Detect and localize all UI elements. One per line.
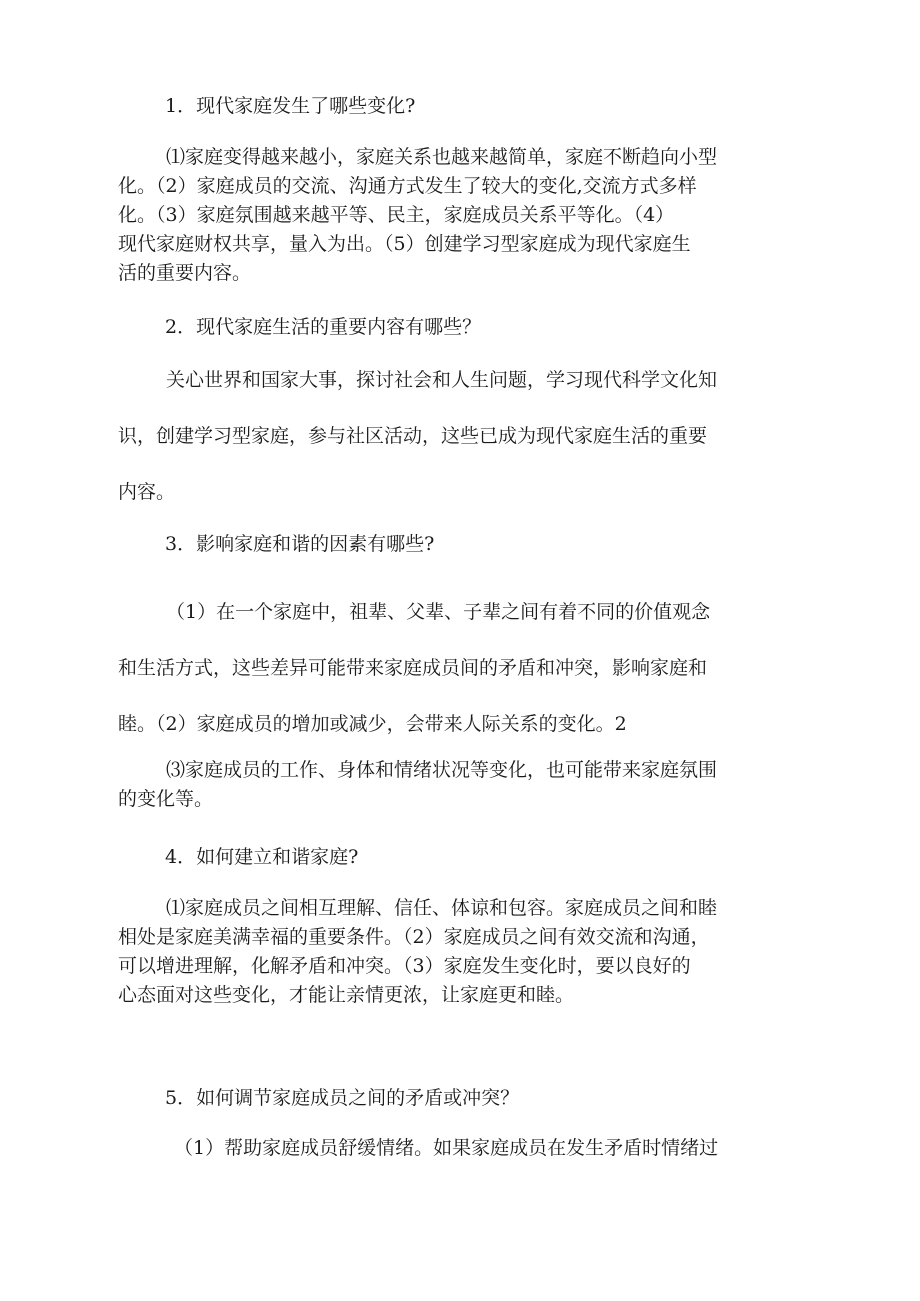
answer-3b [118, 756, 802, 814]
answer-line: （1）帮助家庭成员舒缓情绪。如果家庭成员在发生矛盾时情绪过 [174, 1137, 719, 1159]
answer-line: 心态面对这些变化，才能让亲情更浓，让家庭更和睦。 [118, 984, 575, 1006]
answer-line: 睦。（2）家庭成员的增加或减少，会带来人际关系的变化。2 [118, 713, 627, 735]
answer-line: 和生活方式，这些差异可能带来家庭成员间的矛盾和冲突，影响家庭和 [118, 657, 708, 679]
question-2: 2．现代家庭生活的重要内容有哪些？ [165, 316, 482, 338]
question-3: 3．影响家庭和谐的因素有哪些? [165, 533, 435, 555]
question-4: 4．如何建立和谐家庭? [165, 846, 359, 868]
answer-3 [118, 584, 802, 752]
answer-line: ⑴家庭成员之间相互理解、信任、体谅和包容。家庭成员之间和睦 [166, 897, 718, 919]
answer-line: 关心世界和国家大事，探讨社会和人生问题，学习现代科学文化知 [166, 369, 718, 391]
answer-line: ⑴家庭变得越来越小，家庭关系也越来越简单，家庭不断趋向小型 [166, 146, 718, 168]
answer-line: 可以增进理解，化解矛盾和冲突。（3）家庭发生变化时，要以良好的 [118, 955, 691, 977]
answer-line: 内容。 [118, 481, 176, 503]
answer-line: ⑶家庭成员的工作、身体和情绪状况等变化，也可能带来家庭氛围 [166, 759, 718, 781]
answer-line: 化。（2）家庭成员的交流、沟通方式发生了较大的变化,交流方式多样 [118, 175, 697, 197]
answer-1 [118, 143, 802, 288]
answer-line: 活的重要内容。 [118, 262, 252, 284]
question-1: 1．现代家庭发生了哪些变化? [165, 95, 416, 117]
answer-2 [118, 352, 802, 520]
answer-line: 的变化等。 [118, 788, 214, 810]
answer-line: 识，创建学习型家庭，参与社区活动，这些已成为现代家庭生活的重要 [118, 425, 708, 447]
answer-line: 现代家庭财权共享，量入为出。（5）创建学习型家庭成为现代家庭生 [118, 233, 691, 255]
answer-4 [118, 894, 802, 1010]
answer-line: 相处是家庭美满幸福的重要条件。（2）家庭成员之间有效交流和沟通， [118, 926, 710, 948]
answer-line: （1）在一个家庭中，祖辈、父辈、子辈之间有着不同的价值观念 [166, 601, 711, 623]
question-5: 5．如何调节家庭成员之间的矛盾或冲突？ [165, 1087, 520, 1109]
answer-5 [118, 1134, 802, 1163]
answer-line: 化。（3）家庭氛围越来越平等、民主，家庭成员关系平等化。（4） [118, 204, 675, 226]
